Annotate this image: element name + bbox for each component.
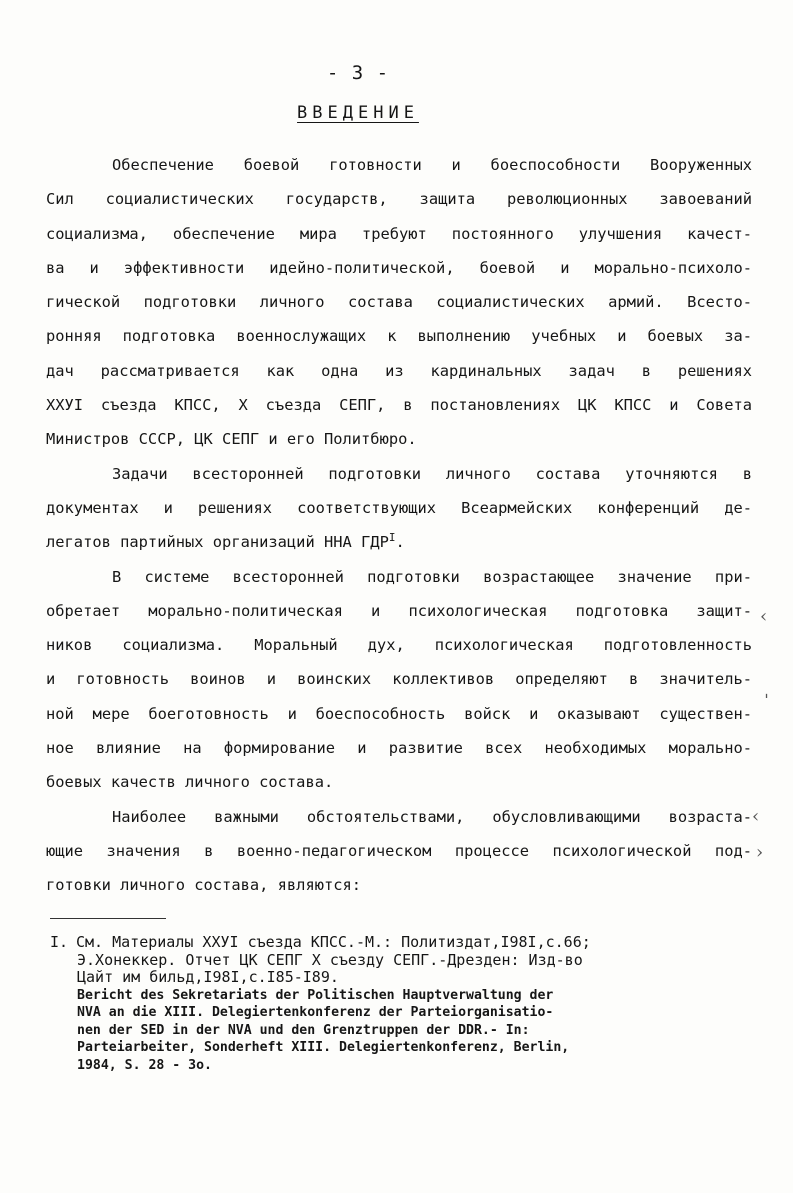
paragraph-1 <box>46 148 752 457</box>
text-line: Сил социалистических государств, защита революционных завоеваний <box>46 190 752 209</box>
text-line: В системе всесторонней подготовки возрастающее значение при- <box>112 567 752 586</box>
margin-bracket-mark: › <box>756 842 764 863</box>
text-line: XXУI съезда КПСС, X съезда СЕПГ, в постановлениях ЦК КПСС и Совета <box>46 396 752 415</box>
footnote-line: nen der SED in der NVA und den Grenztruppen der DDR.- In: <box>77 1022 530 1038</box>
text-line: готовки личного состава, являются: <box>46 876 362 895</box>
footnote-separator <box>50 918 166 919</box>
text-line: Задачи всесторонней подготовки личного состава уточняются в <box>112 464 752 483</box>
footnote-text: См. Материалы XXУI съезда КПСС.-М.: Политиздат,I98I,с.66; <box>76 933 591 951</box>
text-line: ронняя подготовка военнослужащих к выполнению учебных и боевых за- <box>46 327 752 346</box>
text-line: ников социализма. Моральный дух, психологическая подготовленность <box>46 636 752 655</box>
footnote-line: Э.Хонеккер. Отчет ЦК СЕПГ X съезду СЕПГ.-Дрезден: Изд-во <box>77 950 583 969</box>
footnote-line: Bericht des Sekretariats der Politischen Hauptverwaltung der <box>77 987 554 1003</box>
paragraph-4 <box>46 800 752 903</box>
text-line: социализма, обеспечение мира требуют постоянного улучшения качест- <box>46 224 752 243</box>
text-line: обретает морально-политическая и психологическая подготовка защит- <box>46 601 752 620</box>
footnote <box>50 934 740 1074</box>
text-line: гической подготовки личного состава социалистических армий. Всесто- <box>46 293 752 312</box>
text-line: и готовность воинов и воинских коллективов определяют в значитель- <box>46 670 752 689</box>
text-line: Министров СССР, ЦК СЕПГ и его Политбюро. <box>46 430 417 449</box>
footnote-reference: I <box>388 531 396 545</box>
paragraph-3 <box>46 560 752 800</box>
footnote-line: Цайт им бильд,I98I,с.I85-I89. <box>77 968 339 986</box>
paragraph-2 <box>46 457 752 560</box>
text-line: ющие значения в военно-педагогическом процессе психологической под- <box>46 841 752 860</box>
margin-bracket-mark: ‹ <box>760 606 768 627</box>
text-line: легатов партийных организаций ННА $ГДР^I$. <box>46 531 405 552</box>
footnote-number: I. <box>50 933 69 951</box>
text-line: Наиболее важными обстоятельствами, обусловливающими возраста- <box>112 807 752 826</box>
text-line: документах и решениях соответствующих Всеармейских конференций де- <box>46 498 752 517</box>
page-number: - 3 - <box>326 62 390 84</box>
text-line: ной мере боеготовность и боеспособность войск и оказывают существен- <box>46 704 752 723</box>
footnote-line <box>50 934 740 952</box>
margin-bracket-mark: ‹ <box>752 806 760 827</box>
text-line: боевых качеств личного состава. <box>46 773 334 792</box>
text-line: Обеспечение боевой готовности и боеспособности Вооруженных <box>112 156 752 174</box>
footnote-line: Parteiarbeiter, Sonderheft XIII. Delegiertenkonferenz, Berlin, <box>77 1040 570 1055</box>
footnote-line: 1984, S. 28 - 3o. <box>77 1057 212 1073</box>
text-line: ва и эффективности идейно-политической, боевой и морально-психоло- <box>46 258 752 277</box>
body-text <box>46 148 752 903</box>
text-line: ное влияние на формирование и развитие всех необходимых морально- <box>46 739 752 758</box>
margin-tick-mark: ˌ <box>764 680 769 701</box>
footnote-line: NVA an die XIII. Delegiertenkonferenz der Parteiorganisatio- <box>77 1005 554 1020</box>
section-title: ВВЕДЕНИЕ <box>297 103 419 123</box>
text-line: дач рассматривается как одна из кардинальных задач в решениях <box>46 361 752 380</box>
text-line-content: легатов партийных организаций ННА ГДР <box>46 533 389 552</box>
